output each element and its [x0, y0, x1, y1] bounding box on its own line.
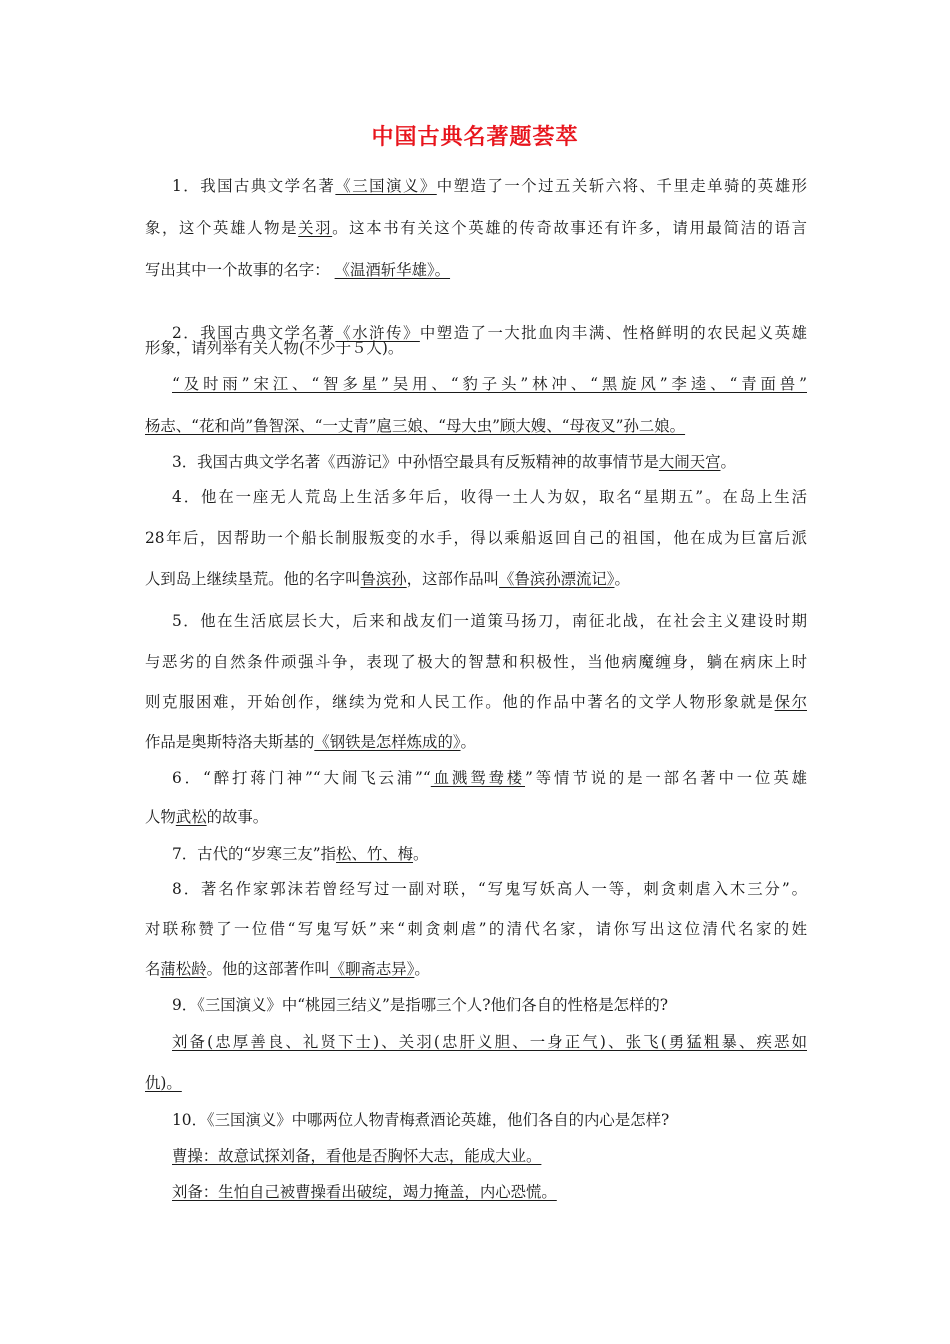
q10-question — [172, 1108, 807, 1132]
q1-text: 1．我国古典文学名著 — [172, 177, 336, 195]
page-title: 中国古典名著题荟萃 — [371, 125, 579, 150]
q2-answer-line-2 — [145, 414, 807, 438]
q6-text: 人物 — [145, 808, 176, 826]
q1-text: 。这本书有关这个英雄的传奇故事还有许多，请用最简洁的语言 — [332, 219, 807, 237]
q10-answer-line-2 — [172, 1180, 807, 1204]
q3-text: 3．我国古典文学名著《西游记》中孙悟空最具有反叛精神的故事情节是 — [172, 453, 659, 471]
q4-line-1 — [172, 485, 807, 509]
q1-text: 写出其中一个故事的名字： — [145, 261, 330, 279]
q4-line-2 — [145, 526, 807, 550]
q6-text: 的故事。 — [206, 808, 269, 826]
q8-text: 8．著名作家郭沫若曾经写过一副对联，“写鬼写妖高人一等，刺贪刺虐入木三分”。 — [172, 880, 807, 898]
q4-text: 4．他在一座无人荒岛上生活多年后，收得一土人为奴，取名“星期五”。在岛上生活 — [172, 488, 807, 506]
q9-text: 9．《三国演义》中“桃园三结义”是指哪三个人?他们各自的性格是怎样的? — [172, 996, 669, 1014]
q10-answer-line-1 — [172, 1144, 807, 1168]
q9-answer-line-1 — [172, 1030, 807, 1054]
q7-answer: 松、竹、梅 — [336, 845, 414, 863]
q5-line-2 — [145, 650, 807, 674]
q4-text: ，这部作品叫 — [406, 570, 500, 588]
q10-caocao-answer: 曹操：故意试探刘备，看他是否胸怀大志，能成大业。 — [172, 1147, 542, 1165]
q1-story-answer: 《温酒斩华雄》。 — [334, 261, 451, 279]
q1-line-3 — [145, 258, 807, 282]
q5-text: 则克服困难，开始创作，继续为党和人民工作。他的作品中著名的文学人物形象就是 — [145, 693, 775, 711]
q5-line-1 — [172, 609, 807, 633]
q5-text: 与恶劣的自然条件顽强斗争，表现了极大的智慧和积极性，当他病魔缠身，躺在病床上时 — [145, 653, 807, 671]
q3-line — [172, 450, 807, 474]
q6-text: 6．“醉打蒋门神”“大闹飞云浦”“ — [172, 769, 431, 787]
q8-text: 。他的这部著作叫 — [206, 960, 330, 978]
q5-line-4 — [145, 730, 807, 754]
q5-book-answer: 《钢铁是怎样炼成的》 — [314, 733, 461, 751]
q8-line-2 — [145, 917, 807, 941]
q6-episode-answer: 血溅鸳鸯楼 — [430, 769, 526, 787]
q2-text: 形象，请列举有关人物(不少于５人)。 — [145, 339, 404, 357]
q7-text: 7．古代的“岁寒三友”指 — [172, 845, 337, 863]
q9-answer-line-2 — [145, 1071, 807, 1095]
q6-line-1 — [172, 766, 807, 790]
q1-line-1 — [172, 174, 807, 198]
q6-line-2 — [145, 805, 807, 829]
q3-text: 。 — [720, 453, 736, 471]
q6-text: ”等情节说的是一部名著中一位英雄 — [525, 769, 807, 787]
q7-text: 。 — [413, 845, 429, 863]
q2-book-answer: 《水浒传》 — [335, 324, 420, 342]
q1-hero-answer: 关羽 — [298, 219, 333, 237]
q8-line-3 — [145, 957, 807, 981]
q5-text: 。 — [460, 733, 476, 751]
q5-text: 5．他在生活底层长大，后来和战友们一道策马扬刀，南征北战，在社会主义建设时期 — [172, 612, 807, 630]
q6-hero-answer: 武松 — [175, 808, 207, 826]
q10-text: 10．《三国演义》中哪两位人物青梅煮酒论英雄，他们各自的内心是怎样? — [172, 1111, 670, 1129]
q8-text: 。 — [414, 960, 430, 978]
q2-text: 2．我国古典文学名著 — [172, 324, 336, 342]
q2-line-2 — [145, 336, 807, 360]
q2-text: 中塑造了一大批血肉丰满、性格鲜明的农民起义英雄 — [419, 324, 807, 342]
q4-name-answer: 鲁滨孙 — [360, 570, 407, 588]
q1-line-2 — [145, 216, 807, 240]
q4-text: 28年后，因帮助一个船长制服叛变的水手，得以乘船返回自己的祖国，他在成为巨富后派 — [145, 529, 807, 547]
q4-line-3 — [145, 567, 807, 591]
q7-line — [172, 842, 807, 866]
q10-liubei-answer: 刘备：生怕自己被曹操看出破绽，竭力掩盖，内心恐慌。 — [172, 1183, 557, 1201]
q4-text: 。 — [614, 570, 630, 588]
q8-author-answer: 蒲松龄 — [160, 960, 207, 978]
q1-book-answer: 《三国演义》 — [335, 177, 437, 195]
q2-characters-answer: 杨志、“花和尚”鲁智深、“一丈青”扈三娘、“母大虫”顾大嫂、“母夜叉”孙二娘。 — [145, 417, 686, 435]
q9-answer: 仇)。 — [145, 1074, 182, 1092]
q4-text: 人到岛上继续垦荒。他的名字叫 — [145, 570, 361, 588]
q2-characters-answer: “及时雨”宋江、“智多星”吴用、“豹子头”林冲、“黑旋风”李逵、“青面兽” — [172, 375, 807, 393]
q8-text: 对联称赞了一位借“写鬼写妖”来“刺贪刺虐”的清代名家，请你写出这位清代名家的姓 — [145, 920, 807, 938]
q4-book-answer: 《鲁滨孙漂流记》 — [499, 570, 615, 588]
q3-answer: 大闹天宫 — [658, 453, 721, 471]
q5-line-3 — [145, 690, 807, 714]
q8-line-1 — [172, 877, 807, 901]
q1-text: 象，这个英雄人物是 — [145, 219, 299, 237]
q5-text: 作品是奥斯特洛夫斯基的 — [145, 733, 315, 751]
q1-text: 中塑造了一个过五关斩六将、千里走单骑的英雄形 — [436, 177, 807, 195]
q9-question — [172, 993, 807, 1017]
q8-book-answer: 《聊斋志异》 — [329, 960, 415, 978]
q5-character-answer: 保尔 — [774, 693, 807, 711]
q2-answer-line-1 — [172, 372, 807, 396]
q8-text: 名 — [145, 960, 161, 978]
q9-answer: 刘备(忠厚善良、礼贤下士)、关羽(忠肝义胆、一身正气)、张飞(勇猛粗暴、疾恶如 — [172, 1033, 807, 1051]
